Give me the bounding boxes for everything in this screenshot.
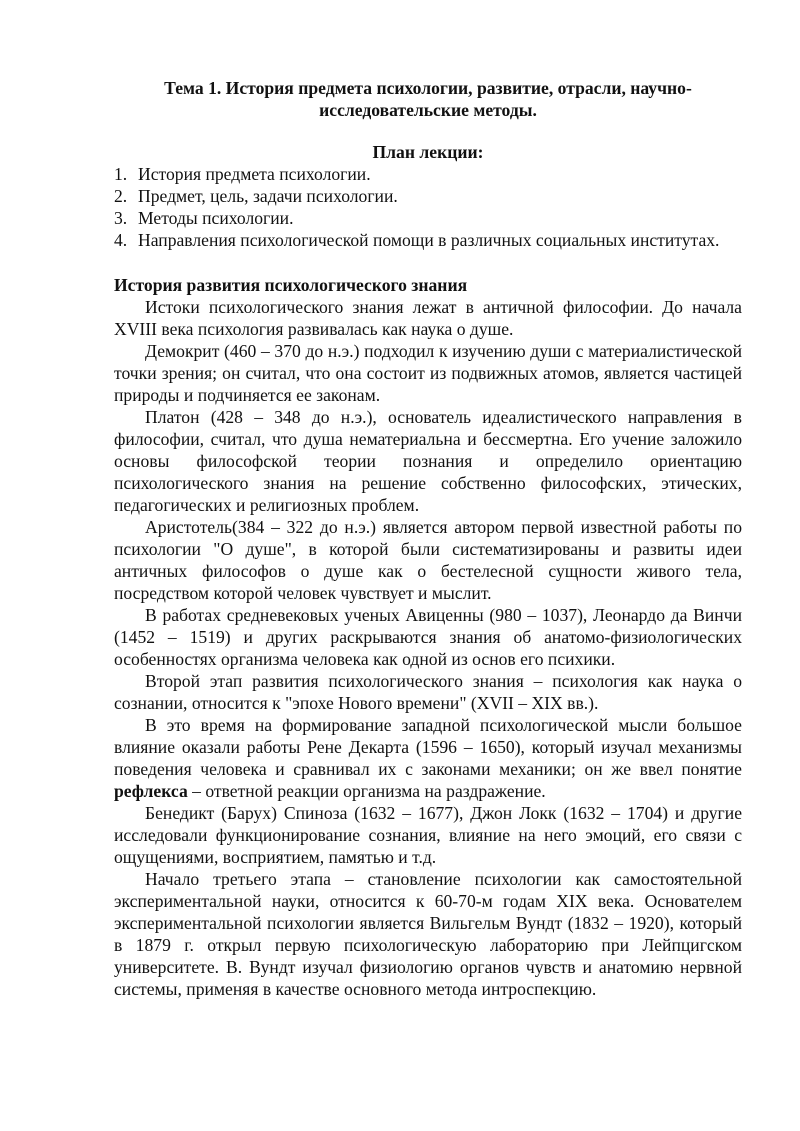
plan-item-text: Предмет, цель, задачи психологии. [138,186,398,206]
paragraph: Аристотель(384 – 322 до н.э.) является автором первой известной работы по психологии "О душе", в которой были систематизированы и развиты идеи античных философов о душе как о бестелесной сущности живого тела, посредством которой человек чувствует и мыслит. [114,517,742,603]
plan-item-number: 2. [114,186,128,206]
section-heading: История развития психологического знания [114,275,468,295]
document-title: Тема 1. История предмета психологии, развитие, отрасли, научно-исследовательские методы. [164,78,692,120]
plan-item-text: Методы психологии. [138,208,294,228]
paragraph: Бенедикт (Барух) Спиноза (1632 – 1677), Джон Локк (1632 – 1704) и другие исследовали функционирование сознания, влияние на него эмоций, его связи с ощущениями, восприятием, памятью и т.д. [114,803,742,867]
paragraph: Истоки психологического знания лежат в античной философии. До начала XVIII века психология развивалась как наука о душе. [114,297,742,339]
plan-item-text: История предмета психологии. [138,164,371,184]
plan-item-number: 1. [114,164,128,184]
plan-list [114,163,742,251]
plan-item [114,207,742,229]
document-body [114,74,742,1000]
descartes-text-after: – ответной реакции организма на раздражение. [187,781,546,801]
plan-item [114,185,742,207]
descartes-text-before: В это время на формирование западной психологической мысли большое влияние оказали работы Рене Декарта (1596 – 1650), который изучал механизмы поведения человека и сравнивал их с законами механики; он же ввел понятие [114,715,742,779]
plan-item [114,163,742,185]
plan-item-number: 3. [114,208,128,228]
paragraph: В работах средневековых ученых Авиценны (980 – 1037), Леонардо да Винчи (1452 – 1519) и других раскрываются знания об анатомо-физиологических особенностях организма человека как одной из основ его психики. [114,605,742,669]
plan-item-text: Направления психологической помощи в различных социальных институтах. [138,230,720,250]
paragraph: Платон (428 – 348 до н.э.), основатель идеалистического направления в философии, считал, что душа нематериальна и бессмертна. Его учение заложило основы философской теории познания и определило ориентацию психологического знания на решение собственно философских, этических, педагогических и религиозных проблем. [114,407,742,515]
plan-heading: План лекции: [372,142,484,162]
plan-item [114,229,742,251]
paragraph-descartes [114,714,742,802]
paragraph: Начало третьего этапа – становление психологии как самостоятельной экспериментальной науки, относится к 60-70-м годам XIX века. Основателем экспериментальной психологии является Вильгельм Вундт (1832 – 1920), который в 1879 г. открыл первую психологическую лабораторию при Лейпцигском университете. В. Вундт изучал физиологию органов чувств и анатомию нервной системы, применяя в качестве основного метода интроспекцию. [114,869,742,999]
reflex-term: рефлекса [114,781,188,801]
plan-item-number: 4. [114,230,128,250]
paragraph: Демокрит (460 – 370 до н.э.) подходил к изучению души с материалистической точки зрения; он считал, что она состоит из подвижных атомов, является частицей природы и подчиняется ее законам. [114,341,742,405]
paragraph: Второй этап развития психологического знания – психология как наука о сознании, относится к "эпохе Нового времени" (XVII – XIX вв.). [114,671,742,713]
